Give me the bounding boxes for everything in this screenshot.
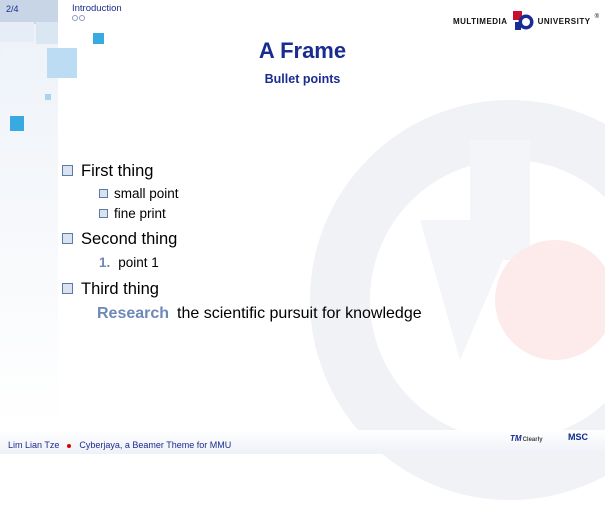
tm-logo-text: TM [510,434,522,443]
sub-list-item-label: fine print [114,206,166,221]
list-item-label: Second thing [81,230,178,248]
description-item [97,305,422,323]
bullet-box-icon [62,283,73,294]
frame-dot[interactable] [79,15,85,21]
enum-item-label: point 1 [118,255,159,270]
sub-list-item [99,206,166,221]
sub-list-item [99,186,179,201]
list-item [62,230,177,249]
footer-separator-icon [67,444,71,448]
enum-item [99,255,159,270]
section-title[interactable]: Introduction [72,3,122,14]
frame-subtitle: Bullet points [264,72,341,86]
tm-logo-sub: Clearly [522,437,543,443]
bullet-box-icon [99,209,108,218]
logo-text-left: MULTIMEDIA [452,16,508,26]
bullet-box-icon [62,165,73,176]
list-item-label: Third thing [81,280,159,298]
footer-author: Lim Lian Tze [8,440,60,450]
logo-text-right: UNIVERSITY [537,16,591,26]
footer-title: Cyberjaya, a Beamer Theme for MMU [79,440,232,450]
list-item-label: First thing [81,162,154,180]
enum-number: 1. [99,255,111,270]
tm-logo [510,434,543,443]
logo-trademark: ® [594,14,599,20]
description-term: Research [97,305,170,322]
section-frame-dots[interactable] [72,15,85,21]
list-item [62,162,153,181]
deco-square [45,94,51,100]
sub-list-item-label: small point [114,186,179,201]
mmu-emblem-icon [512,10,534,32]
footer-info [8,440,231,450]
frame-dot[interactable] [72,15,78,21]
bullet-box-icon [62,233,73,244]
msc-logo-text: MSC [568,432,588,442]
header-page-area [0,0,58,24]
bullet-box-icon [99,189,108,198]
page-number: 2/4 [6,4,19,14]
frame-title: A Frame [258,38,347,63]
university-logo [453,8,599,34]
description-text: the scientific pursuit for knowledge [177,305,422,322]
msc-logo [568,432,588,442]
list-item [62,280,159,299]
deco-square [10,116,24,131]
